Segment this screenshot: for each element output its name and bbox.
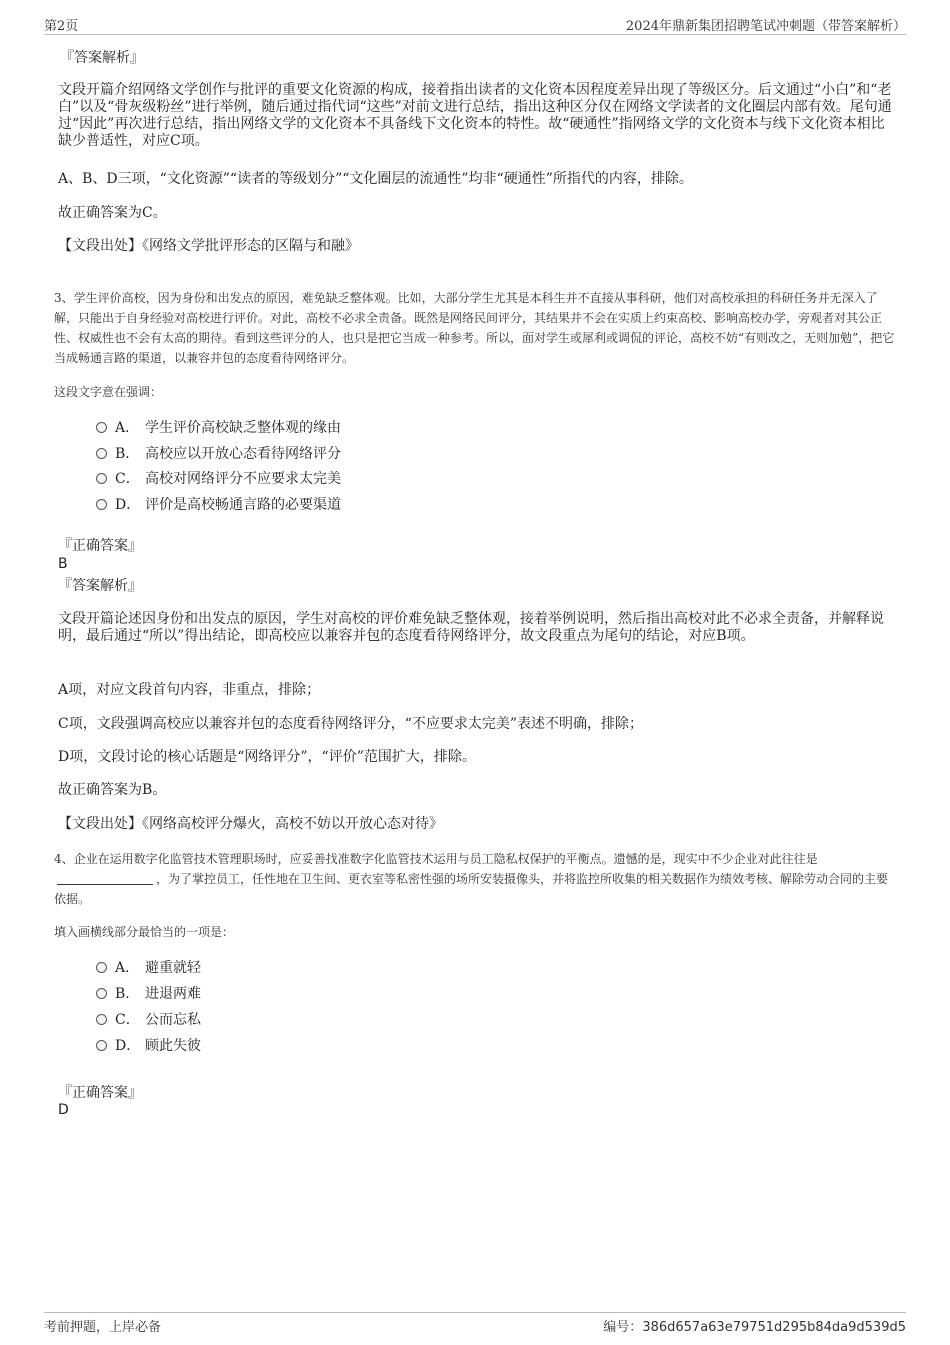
footer-slogan: 考前押题，上岸必备: [44, 1320, 162, 1335]
q2-analysis-label: 『答案解析』: [60, 50, 144, 66]
q4-stem: 4、企业在运用数字化监管技术管理职场时，应妥善找准数字化监管技术运用与员工隐私权保护的平衡点。遗憾的是，现实中不少企业对此往往是，为了掌控员工，任性地在卫生间、更衣室等私密性强的场所安装摄像头，并将监控所收集的相关数据作为绩效考核、解除劳动合同的主要依据。: [54, 852, 889, 906]
q2-exclude-note: A、B、D三项，“文化资源”“读者的等级划分”“文化圈层的流通性”均非“硬通性”所指代的内容，排除。: [58, 171, 693, 187]
q3-question: 这段文字意在强调：: [54, 385, 163, 399]
q3-option-c[interactable]: C． 高校对网络评分不应要求太完美: [96, 470, 341, 488]
q4-option-a[interactable]: A． 避重就轻: [96, 959, 201, 977]
radio-icon[interactable]: [96, 422, 107, 433]
radio-icon[interactable]: [96, 448, 107, 459]
q4-answer-label: 『正确答案』: [58, 1085, 142, 1101]
q3-note-d: D项，文段讨论的核心话题是“网络评分”，“评价”范围扩大，排除。: [58, 749, 476, 765]
q3-answer: B: [58, 556, 68, 572]
q4-option-c[interactable]: C． 公而忘私: [96, 1011, 201, 1029]
radio-icon[interactable]: [96, 1014, 107, 1025]
page-footer: [44, 1312, 906, 1337]
q4-option-b[interactable]: B． 进退两难: [96, 985, 201, 1003]
q4-answer: D: [58, 1102, 69, 1118]
q2-analysis-text: 文段开篇介绍网络文学创作与批评的重要文化资源的构成，接着指出读者的文化资本因程度差异出现了等级区分。后文通过“小白”和“老白”以及“骨灰级粉丝”进行举例，随后通过指代词“这些”对前文进行总结，指出这种区分仅在网络文学读者的文化圈层内部有效。尾句通过“因此”再次进行总结，指出网络文学的文化资本不具备线下文化资本的特性。故“硬通性”指网络文学的文化资本与线下文化资本相比缺少普适性，对应C项。: [58, 82, 892, 149]
q3-analysis-text: 文段开篇论述因身份和出发点的原因，学生对高校的评价难免缺乏整体观，接着举例说明，然后指出高校对此不必求全责备，并解释说明，最后通过“所以”得出结论，即高校应以兼容并包的态度看待网络评分，故文段重点为尾句的结论，对应B项。: [58, 611, 884, 644]
page-header: [44, 14, 906, 35]
q3-option-b[interactable]: B． 高校应以开放心态看待网络评分: [96, 445, 341, 463]
q3-answer-label: 『正确答案』: [58, 538, 142, 554]
q3-option-d[interactable]: D． 评价是高校畅通言路的必要渠道: [96, 496, 341, 514]
q3-option-a[interactable]: A． 学生评价高校缺乏整体观的缘由: [96, 419, 341, 437]
q3-note-a: A项，对应文段首句内容，非重点，排除；: [58, 682, 321, 698]
q4-question: 填入画横线部分最恰当的一项是：: [54, 925, 235, 939]
radio-icon[interactable]: [96, 988, 107, 999]
q3-note-c: C项，文段强调高校应以兼容并包的态度看待网络评分，“不应要求太完美”表述不明确，排除；: [58, 716, 644, 732]
q4-option-d[interactable]: D． 顾此失彼: [96, 1037, 201, 1055]
q3-conclusion: 故正确答案为B。: [58, 782, 167, 798]
radio-icon[interactable]: [96, 473, 107, 484]
q3-source: 【文段出处】《网络高校评分爆火，高校不妨以开放心态对待》: [58, 816, 443, 832]
document-title: 2024年鼎新集团招聘笔试冲刺题（带答案解析）: [625, 19, 906, 34]
page-number: 第2页: [44, 19, 79, 34]
q3-analysis-label: 『答案解析』: [58, 578, 142, 594]
q3-stem: 3、学生评价高校，因为身份和出发点的原因，难免缺乏整体观。比如，大部分学生尤其是本科生并不直接从事科研，他们对高校承担的科研任务并无深入了解，只能出于自身经验对高校进行评价。对此，高校不必求全责备。既然是网络民间评分，其结果并不会在实质上约束高校、影响高校办学，旁观者对其公正性、权威性也不会有太高的期待。看到这些评分的人，也只是把它当成一种参考。所以，面对学生或犀利或调侃的评论，高校不妨“有则改之，无则加勉”，把它当成畅通言路的渠道，以兼容并包的态度看待网络评分。: [54, 291, 895, 365]
radio-icon[interactable]: [96, 499, 107, 510]
document-code: 编号：386d657a63e79751d295b84da9d539d5: [603, 1320, 906, 1335]
radio-icon[interactable]: [96, 962, 107, 973]
answer-blank: [57, 872, 153, 885]
radio-icon[interactable]: [96, 1040, 107, 1051]
q2-source: 【文段出处】《网络文学批评形态的区隔与和融》: [58, 238, 359, 254]
q2-conclusion: 故正确答案为C。: [58, 205, 167, 221]
